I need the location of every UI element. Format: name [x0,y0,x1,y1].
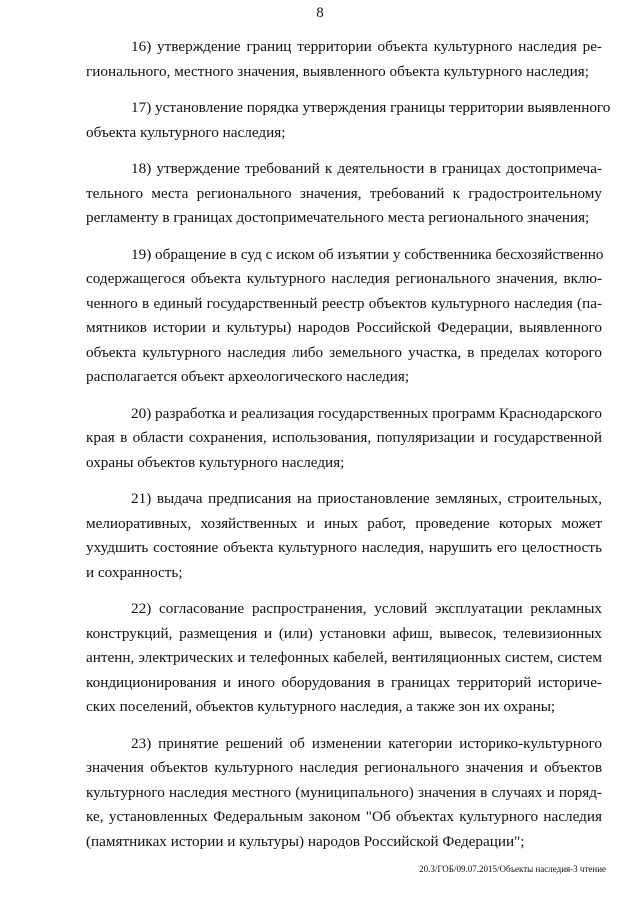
paragraph-22 [86,597,602,720]
paragraph-line: ухудшить состояние объекта культурного наследия, нарушить его целостность [86,539,602,556]
paragraph-line: содержащегося объекта культурного наследия регионального значения, вклю- [86,270,602,287]
paragraph-line: 18) утверждение требований к деятельности в границах достопримеча- [131,160,602,177]
paragraph-line: ских поселений, объектов культурного наследия, а также зон их охраны; [86,698,556,715]
paragraph-line: охраны объектов культурного наследия; [86,453,345,471]
paragraph-line: мелиоративных, хозяйственных и иных работ, проведение которых может [86,514,602,532]
paragraph-line: 23) принятие решений об изменении категории историко-культурного [131,734,602,752]
paragraph-line: регламенту в границах достопримечательного места регионального значения; [86,209,590,226]
paragraph-line: значения объектов культурного наследия регионального значения и объектов [86,759,602,776]
footer-doc-code: 20.3/ГОБ/09.07.2015/Объекты наследия-3 чтение [419,864,606,874]
paragraph-line: культурного наследия местного (муниципального) значения в случаях и поряд- [86,783,602,801]
paragraph-line: конструкций, размещения и (или) установки афиш, вывесок, телевизионных [86,624,602,642]
paragraph-line: 16) утверждение границ территории объекта культурного наследия ре- [131,38,602,55]
paragraph-line: края в области сохранения, использования, популяризации и государственной [86,429,602,446]
paragraph-line: 21) выдача предписания на приостановление земляных, строительных, [131,490,602,507]
paragraph-line: располагается объект археологического наследия; [86,368,410,385]
paragraph-line: 22) согласование распространения, условий эксплуатации рекламных [131,600,602,617]
paragraph-line: и сохранность; [86,563,183,581]
paragraph-19 [86,243,602,390]
page-number: 8 [316,5,324,21]
paragraph-line: ченного в единый государственный реестр объектов культурного наследия (па- [86,294,602,312]
paragraph-line: 20) разработка и реализация государственных программ Краснодарского [131,404,602,422]
paragraph-18 [86,157,602,231]
paragraph-23 [86,732,602,855]
paragraph-line: объекта культурного наследия; [86,123,286,141]
paragraph-line: мятников истории и культуры) народов Российской Федерации, выявленного [86,319,602,336]
paragraph-line: 19) обращение в суд с иском об изъятии у собственника бесхозяйственно [131,245,604,263]
document-body [86,35,611,866]
paragraph-line: антенн, электрических и телефонных кабелей, вентиляционных систем, систем [86,649,602,666]
paragraph-line: 17) установление порядка утверждения границы территории выявленного [131,99,611,116]
paragraph-line: ке, установленных Федеральным законом "Об объектах культурного наследия [86,808,602,825]
paragraph-line: гионального, местного значения, выявленного объекта культурного наследия; [86,62,589,80]
paragraph-line: (памятниках истории и культуры) народов Российской Федерации"; [86,832,525,850]
paragraph-line: кондиционирования и иного оборудования в границах территорий историче- [86,673,602,691]
paragraph-line: тельного места регионального значения, требований к градостроительному [86,184,602,202]
paragraph-20 [86,402,602,476]
paragraph-line: объекта культурного наследия либо земельного участка, в пределах которого [86,343,602,361]
paragraph-16 [86,35,602,84]
paragraph-17 [86,96,611,145]
paragraph-21 [86,487,602,585]
